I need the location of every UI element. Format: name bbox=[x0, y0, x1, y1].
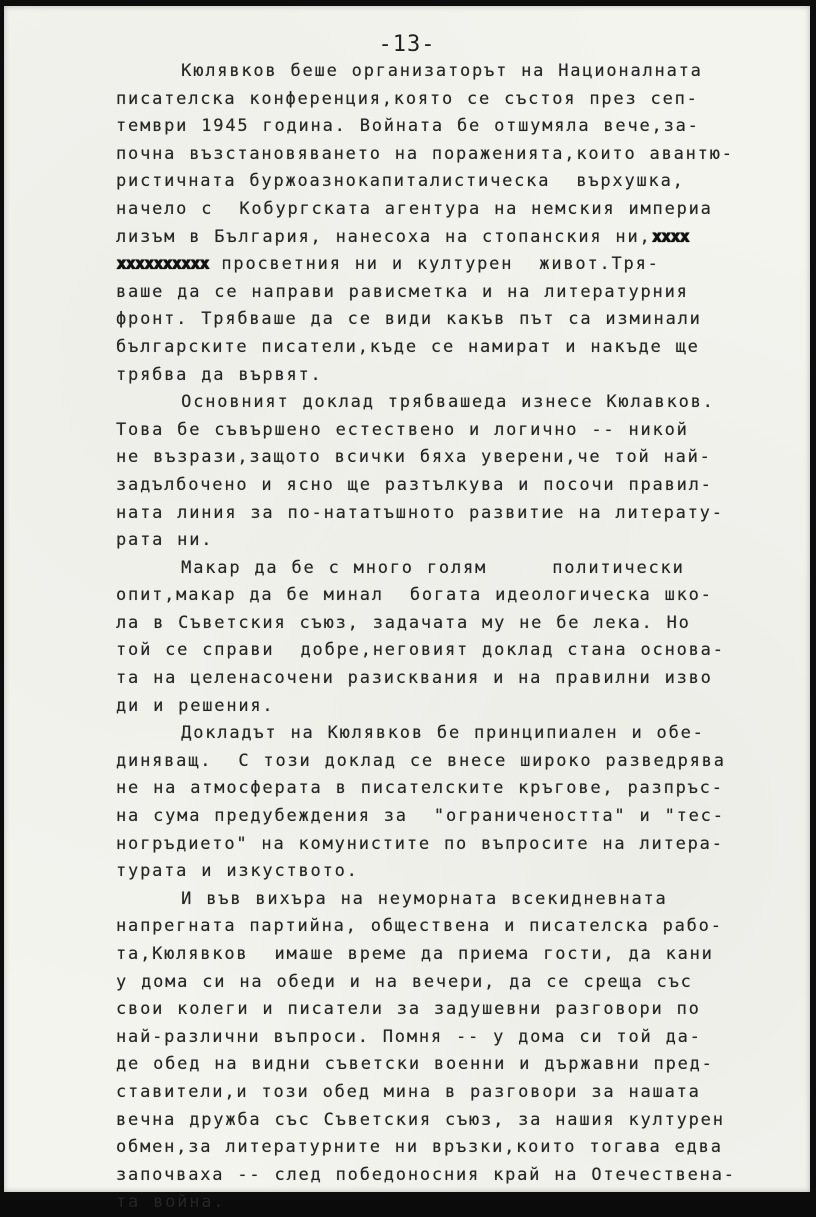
text-line-12: трябва да вървят. bbox=[116, 364, 323, 385]
text-line-41: започваха -- след победоносния край на Отечествена- bbox=[116, 1164, 736, 1185]
text-line-6: начело с Кобургската агентура на немския империа bbox=[116, 198, 713, 219]
text-line-28: на сума предубеждения за "ограничеността" и "тес- bbox=[116, 806, 725, 827]
text-line-14: Това бе съвършено естествено и логично -- никой bbox=[116, 419, 689, 440]
text-line-16: задълбочено и ясно ще разтълкува и посочи правил- bbox=[116, 474, 713, 495]
typed-text-body bbox=[116, 58, 806, 1217]
text-line-22: той се справи добре,неговият доклад стана основа- bbox=[116, 640, 725, 661]
text-line-33: та,Кюлявков имаше време да приема гости, да кани bbox=[116, 944, 714, 964]
text-line-30: турата и изкуството. bbox=[116, 861, 359, 882]
text-line-11: българските писатели,къде се намират и накъде ще bbox=[116, 336, 700, 357]
text-line-40: обмен,за литературните ни връзки,които тогава едва bbox=[116, 1137, 723, 1158]
text-line-38: ставители,и този обед мина в разговори за нашата bbox=[116, 1081, 701, 1102]
text-line-1: Кюлявков беше организаторът на Националната bbox=[116, 61, 703, 81]
text-line-17: ната линия за по-нататъшното развитие на литерату- bbox=[116, 502, 724, 523]
strikeout-mark: хххх bbox=[651, 226, 689, 247]
text-line-5: ристичната буржоазнокапиталистическа върхушка, bbox=[116, 171, 685, 192]
text-line-36: най-различни въпроси. Помня -- у дома си той да- bbox=[116, 1026, 702, 1047]
text-line-20: опит,макар да бе минал богата идеологическа шко- bbox=[116, 585, 713, 606]
page-number: -13- bbox=[378, 32, 436, 57]
text-line-37: де обед на видни съветски военни и държавни пред- bbox=[116, 1054, 714, 1075]
text-line-42: та война. bbox=[116, 1192, 226, 1213]
text-line-35: свои колеги и писатели за задушевни разговори по bbox=[116, 999, 701, 1020]
text-line-13: Основният доклад трябвашеда изнесе Кюлавков. bbox=[116, 392, 715, 413]
text-line-7: лизъм в България, нанесоха на стопанския ни,хххх bbox=[116, 226, 689, 247]
text-line-4: почна възстановяването на пораженията,които авантю- bbox=[116, 143, 734, 164]
text-line-24: ди и решения. bbox=[116, 695, 275, 716]
text-line-15: не възрази,защото всички бяха уверени,че той най- bbox=[116, 447, 712, 468]
text-line-27: не на атмосферата в писателските кръгове, разпръс- bbox=[116, 778, 724, 799]
text-line-19: Макар да бе с много голям политически bbox=[116, 557, 685, 578]
text-line-2: писателска конференция,която се състоя през сеп- bbox=[116, 88, 699, 109]
text-line-10: фронт. Трябваше да се види какъв път са изминали bbox=[116, 309, 702, 330]
text-line-26: диняващ. С този доклад се внесе широко разведрява bbox=[116, 750, 726, 771]
text-line-3: тември 1945 година. Войната бе отшумяла вече,за- bbox=[116, 116, 700, 137]
text-line-29: ногръдието" на комунистите по въпросите на литера- bbox=[116, 833, 724, 854]
text-line-31: И във вихъра на неуморната всекидневната bbox=[116, 888, 668, 909]
text-line-39: вечна дружба със Съветския съюз, за нашия културен bbox=[116, 1109, 725, 1130]
text-line-8: хххххххххх просветния ни и културен живот.Тря- bbox=[116, 254, 660, 275]
text-line-32: напрегната партийна, обществена и писателска рабо- bbox=[116, 916, 723, 937]
text-line-23: та на целенасочени разисквания и на правилни изво bbox=[116, 668, 713, 689]
text-line-25: Докладът на Кюлявков бе принципиален и обе- bbox=[116, 723, 705, 744]
text-line-18: рата ни. bbox=[116, 530, 214, 551]
typewritten-page bbox=[4, 6, 810, 1213]
text-line-21: ла в Съветския съюз, задачата му не бе лека. Но bbox=[116, 612, 691, 633]
text-line-9: ваше да се направи рависметка и на литературния bbox=[116, 281, 689, 302]
text-line-34: у дома си на обеди и на вечери, да се среща със bbox=[116, 971, 693, 992]
strikeout-mark: хххххххххх bbox=[116, 254, 209, 275]
